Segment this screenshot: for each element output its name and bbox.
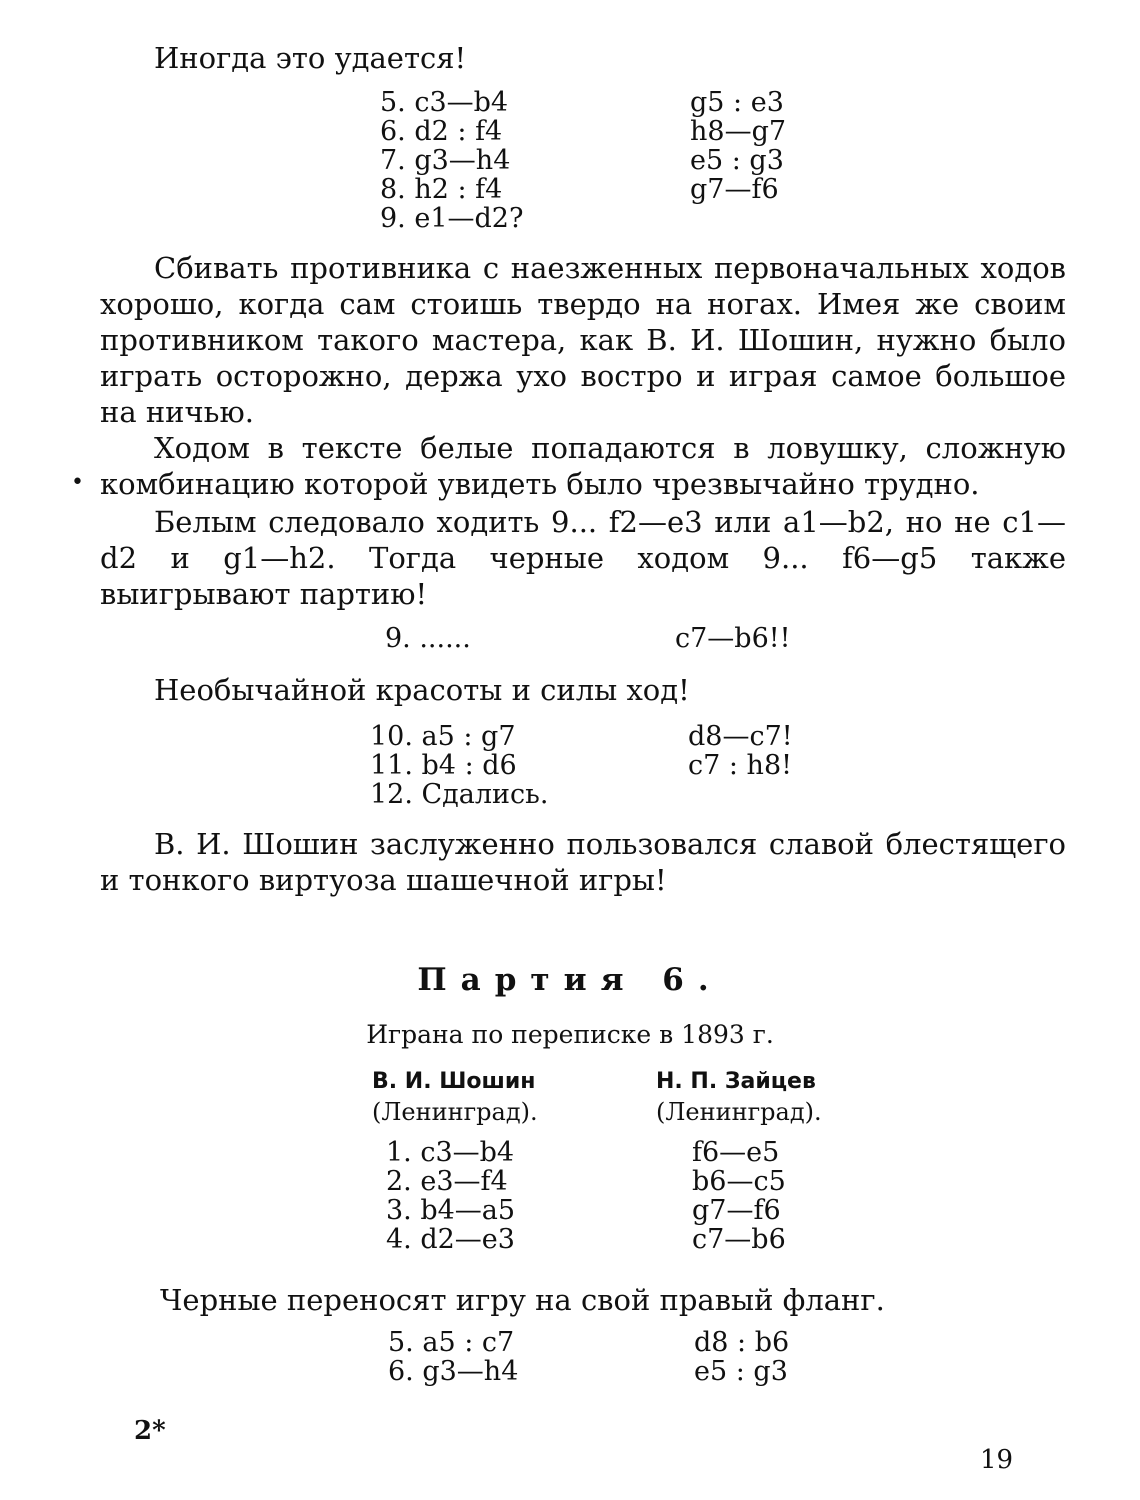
black-move: c7 : h8! [688,750,792,781]
moves-block-1 [380,88,786,233]
black-move: g5 : e3 [690,87,784,118]
paragraph: Черные переносят игру на свой правый фланг. [160,1283,885,1317]
move-row [370,722,793,751]
white-move: 1. c3—b4 [386,1137,515,1168]
margin-mark: • [71,470,84,495]
game-title: Партия 6. [417,962,723,998]
black-move: g7—f6 [690,174,779,205]
move-row [380,175,786,204]
white-move: 5. c3—b4 [380,87,509,118]
paragraph: В. И. Шошин заслуженно пользовался славой блестящего и тонкого виртуоза шашечной игры! [100,827,1066,897]
move-row [370,751,793,780]
white-move: 11. b4 : d6 [370,750,517,781]
moves-block-4 [386,1138,786,1254]
white-move: 12. Сдались. [370,779,549,810]
game-subtitle: Играна по переписке в 1893 г. [366,1020,774,1049]
move-row [380,88,786,117]
black-move: b6—c5 [692,1166,786,1197]
white-move: 7. g3—h4 [380,145,511,176]
move-row [370,780,793,809]
move-row [380,146,786,175]
paragraph: Сбивать противника с наезженных первоначальных ходов хорошо, когда сам стоишь твердо на ногах. Имея же своим противником такого мастера, как В. И. Шошин, нужно было играть осторожно, держа ухо востро и играя самое большое на ничью. [100,251,1066,429]
page-number: 19 [980,1445,1014,1475]
move-row [380,204,786,233]
black-player-city: (Ленинград). [656,1098,822,1126]
black-move: d8—c7! [688,721,793,752]
move-row [386,1138,786,1167]
black-move: e5 : g3 [694,1356,788,1387]
paragraph: Белым следовало ходить 9... f2—e3 или a1—b2, но не c1—d2 и g1—h2. Тогда черные ходом 9... f6—g5 также выигрывают партию! [100,505,1066,611]
black-move: g7—f6 [692,1195,781,1226]
white-move: 10. a5 : g7 [370,721,516,752]
white-move: 3. b4—a5 [386,1195,516,1226]
paragraph: Необычайной красоты и силы ход! [154,673,690,707]
paragraph: Ходом в тексте белые попадаются в ловушку, сложную комбинацию которой увидеть было чрезвычайно трудно. [100,431,1066,501]
white-move: 9. e1—d2? [380,203,524,234]
white-move: 9. ...... [385,623,471,654]
black-player [656,1066,822,1128]
move-row [386,1167,786,1196]
white-move: 6. g3—h4 [388,1356,519,1387]
black-move: c7—b6 [692,1224,786,1255]
white-player-city: (Ленинград). [372,1098,538,1126]
white-move: 4. d2—e3 [386,1224,515,1255]
signature-mark: 2* [134,1416,166,1446]
black-move: e5 : g3 [690,145,784,176]
black-player-name: Н. П. Зайцев [656,1069,816,1094]
move-row [386,1225,786,1254]
intro-text: Иногда это удается! [154,41,467,75]
moves-block-2 [385,624,790,653]
black-move: c7—b6!! [675,623,791,654]
move-row [386,1196,786,1225]
black-move: f6—e5 [692,1137,780,1168]
white-move: 8. h2 : f4 [380,174,503,205]
move-row [388,1328,789,1357]
white-move: 5. a5 : c7 [388,1327,515,1358]
moves-block-3 [370,722,793,809]
black-move: d8 : b6 [694,1327,790,1358]
white-move: 6. d2 : f4 [380,116,503,147]
black-move: h8—g7 [690,116,787,147]
move-row [380,117,786,146]
white-player [372,1066,538,1128]
white-move: 2. e3—f4 [386,1166,508,1197]
move-row [388,1357,789,1386]
white-player-name: В. И. Шошин [372,1069,536,1094]
moves-block-5 [388,1328,789,1386]
move-row [385,624,790,653]
